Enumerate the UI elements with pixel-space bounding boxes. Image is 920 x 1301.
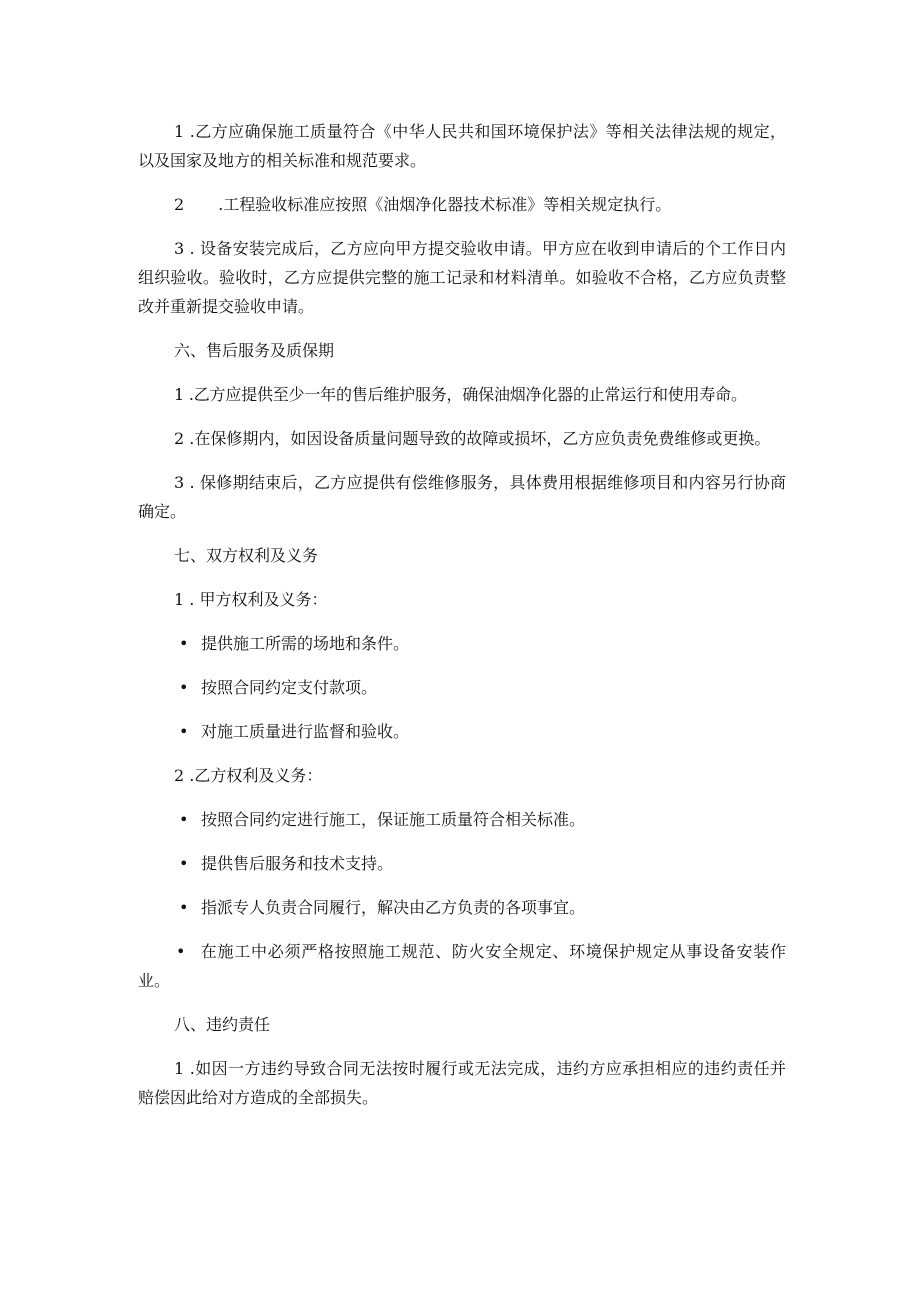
bullet-icon: • <box>179 678 189 697</box>
clause-5-3: 3 . 设备安装完成后，乙方应向甲方提交验收申请。甲方应在收到申请后的个工作日内组织验收。验收时，乙方应提供完整的施工记录和材料清单。如验收不合格，乙方应负责整改并重新提交验收申请。 <box>138 239 786 316</box>
clause-6-1: 1 .乙方应提供至少一年的售后维护服务，确保油烟净化器的止常运行和使用寿命。 <box>174 385 747 404</box>
bullet-item: • 按照合同约定进行施工，保证施工质量符合相关标准。 <box>138 805 786 834</box>
bullet-item: • 按照合同约定支付款项。 <box>138 673 786 702</box>
bullet-icon: • <box>179 898 189 917</box>
section-heading-8: 八、违约责任 <box>174 1015 271 1034</box>
clause-7-2: 2 .乙方权利及义务： <box>174 766 323 785</box>
document-page <box>138 117 786 1112</box>
clause-6-3: 3 . 保修期结束后，乙方应提供有偿维修服务，具体费用根据维修项目和内容另行协商确定。 <box>138 473 786 521</box>
bullet-item: • 提供售后服务和技术支持。 <box>138 849 786 878</box>
clause-6-2: 2 .在保修期内，如因设备质量问题导致的故障或损坏，乙方应负责免费维修或更换。 <box>174 429 771 448</box>
clause-5-1: 1 .乙方应确保施工质量符合《中华人民共和国环境保护法》等相关法律法规的规定，以及国家及地方的相关标准和规范要求。 <box>138 122 786 170</box>
bullet-icon: • <box>179 634 189 653</box>
clause-5-2 <box>138 190 786 219</box>
clause-7-1: 1 . 甲方权利及义务： <box>174 590 328 609</box>
bullet-icon: • <box>176 942 186 961</box>
clause-8-1: 1 .如因一方违约导致合同无法按时履行或无法完成，违约方应承担相应的违约责任并赔偿因此给对方造成的全部损失。 <box>138 1059 786 1107</box>
section-heading-7: 七、双方权利及义务 <box>174 546 319 565</box>
bullet-item: • 指派专人负责合同履行，解决由乙方负责的各项事宜。 <box>138 893 786 922</box>
bullet-icon: • <box>179 722 189 741</box>
clause-number: 2 <box>174 195 185 214</box>
bullet-item: • 在施工中必须严格按照施工规范、防火安全规定、环境保护规定从事设备安装作业。 <box>138 937 786 995</box>
bullet-item: • 对施工质量进行监督和验收。 <box>138 717 786 746</box>
clause-text: .工程验收标准应按照《油烟净化器技术标准》等相关规定执行。 <box>218 195 672 214</box>
bullet-icon: • <box>179 854 189 873</box>
bullet-item: • 提供施工所需的场地和条件。 <box>138 629 786 658</box>
bullet-icon: • <box>179 810 189 829</box>
section-heading-6: 六、售后服务及质保期 <box>174 341 335 360</box>
